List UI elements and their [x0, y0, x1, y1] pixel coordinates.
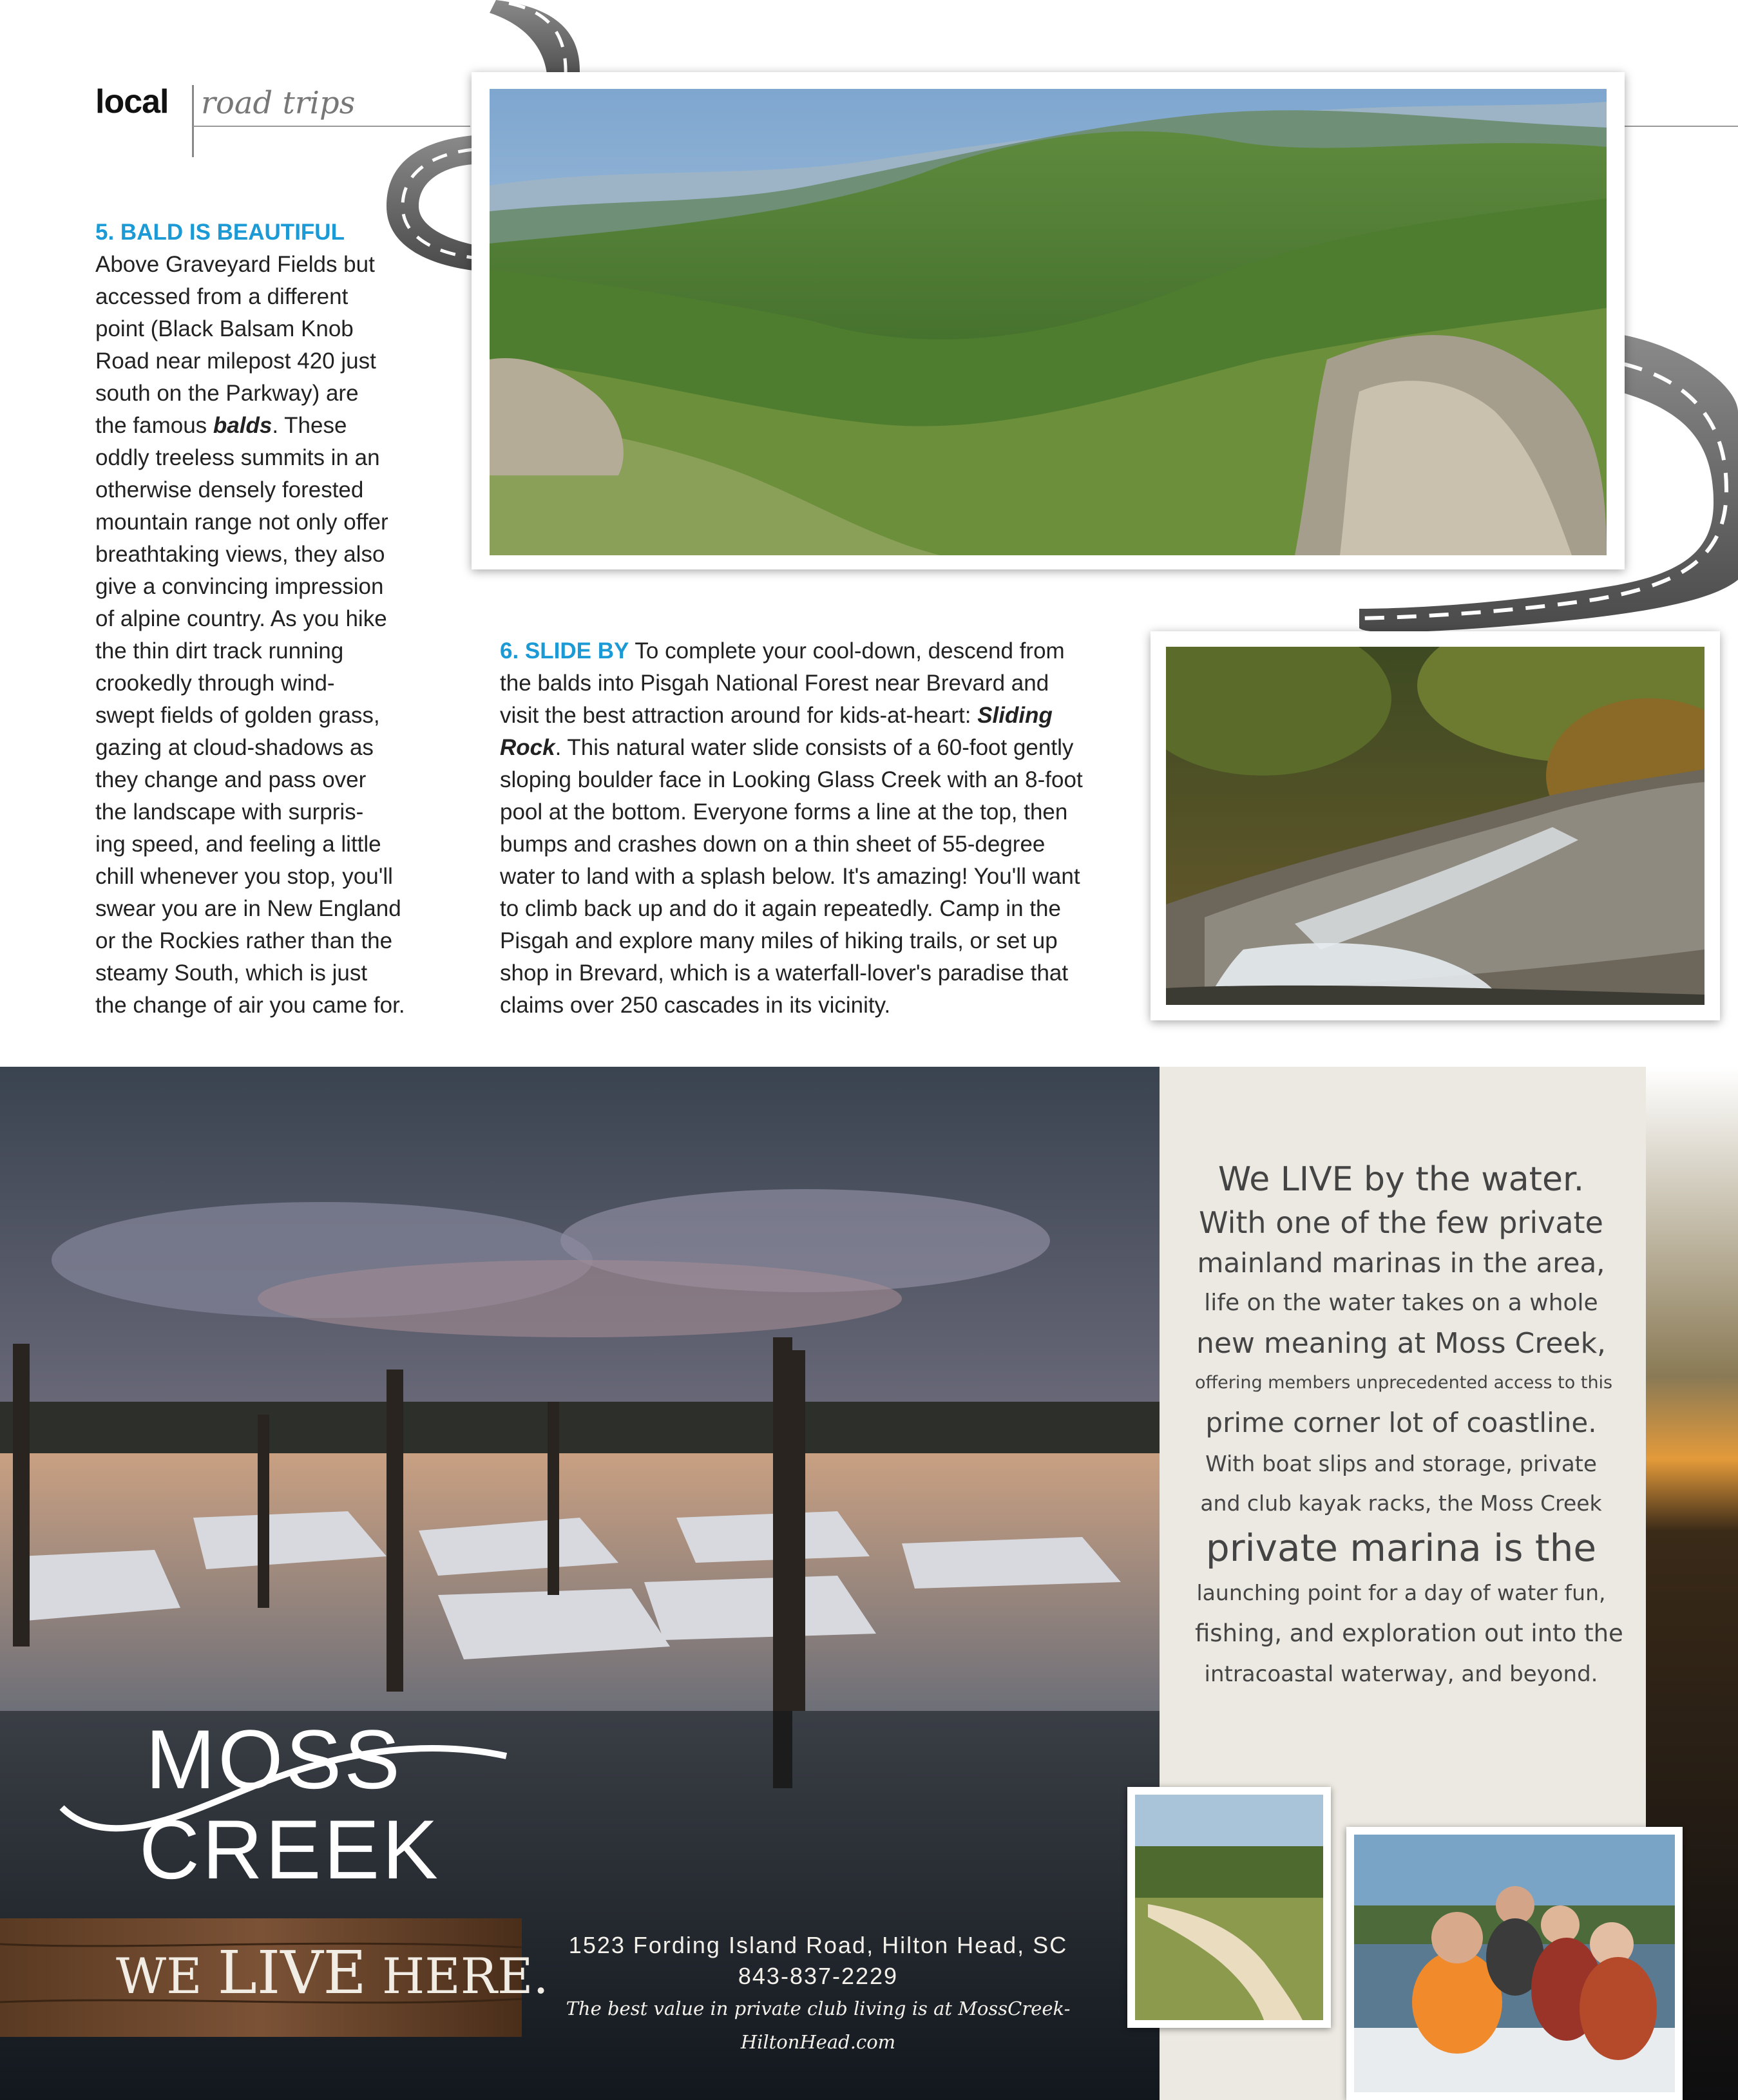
ad-body-copy [1195, 1157, 1623, 1694]
boardwalk-image [1135, 1795, 1323, 2020]
ad-copy-line-5: new meaning at Moss Creek, [1196, 1327, 1607, 1360]
ad-copy-line-3: mainland marinas in the area, [1197, 1247, 1605, 1279]
ad-copy-line-4: life on the water takes on a whole [1204, 1290, 1598, 1316]
slide-line-12: claims over 250 cascades in its vicinity. [500, 993, 891, 1018]
bald-line-8: otherwise densely forested [95, 477, 364, 502]
ad-copy-line-9: and club kayak racks, the Moss Creek [1200, 1491, 1602, 1516]
subsection-label: road trips [201, 85, 356, 121]
header-divider [192, 85, 194, 157]
logo-creek: CREEK [139, 1802, 441, 1896]
tagline-live: LIVE [217, 1938, 367, 2007]
ad-copy-line-11: launching point for a day of water fun, [1196, 1580, 1606, 1605]
bald-line-23: steamy South, which is just [95, 960, 368, 986]
tagline-here: HERE. [381, 1947, 549, 2005]
slide-line-10: Pisgah and explore many miles of hiking trails, or set up [500, 928, 1058, 953]
slide-line-2: the balds into Pisgah National Forest near Brevard and [500, 671, 1049, 696]
ad-copy-line-7: prime corner lot of coastline. [1205, 1407, 1597, 1438]
boat-people-image [1354, 1835, 1675, 2092]
slide-line-7: bumps and crashes down on a thin sheet of 55-degree [500, 832, 1046, 857]
slide-line-4 [500, 732, 1138, 764]
logo-moss: MOSS [146, 1712, 403, 1806]
slide-line-6: pool at the bottom. Everyone forms a line at the top, then [500, 799, 1068, 825]
header-rule [193, 126, 470, 127]
slide-line-8: water to land with a splash below. It's amazing! You'll want [500, 864, 1080, 889]
slide-line-3-start: visit the best attraction around for kids-at-heart: [500, 703, 978, 728]
bald-line-17: they change and pass over [95, 767, 367, 792]
tagline-text [116, 1938, 549, 2007]
bald-line-11: give a convincing impression [95, 574, 384, 599]
ad-copy-line-13: intracoastal waterway, and beyond. [1204, 1661, 1598, 1687]
bald-line-24: the change of air you came for. [95, 993, 405, 1018]
bald-line-22: or the Rockies rather than the [95, 928, 393, 953]
bald-line-3: point (Black Balsam Knob [95, 316, 354, 341]
slide-line-1 [500, 635, 1138, 667]
ad-url-line: The best value in private club living is at MossCreek-HiltonHead.com [566, 1998, 1071, 2053]
sliding-emphasis: Sliding [977, 703, 1053, 728]
bald-line-6 [95, 410, 430, 442]
ad-copy-line-2: With one of the few private [1199, 1205, 1603, 1240]
tagline-plank [0, 1918, 549, 2037]
ad-copy-line-10: private marina is the [1205, 1526, 1597, 1570]
slide-line-3 [500, 700, 1138, 732]
bald-line-1: Above Graveyard Fields but [95, 252, 375, 277]
ad-address: 1523 Fording Island Road, Hilton Head, SC [568, 1932, 1068, 1958]
bald-line-14: crookedly through wind- [95, 671, 335, 696]
bald-line-19: ing speed, and feeling a little [95, 832, 381, 857]
bald-line-6-start: the famous [95, 413, 213, 438]
tagline-we: WE [116, 1947, 202, 2005]
slide-heading: 6. SLIDE BY [500, 638, 629, 663]
bald-line-20: chill whenever you stop, you'll [95, 864, 393, 889]
bald-line-15: swept fields of golden grass, [95, 703, 380, 728]
slide-line-5: sloping boulder face in Looking Glass Creek with an 8-foot [500, 767, 1083, 792]
ad-copy-line-12: fishing, and exploration out into the [1195, 1619, 1623, 1647]
slide-line-11: shop in Brevard, which is a waterfall-lover's paradise that [500, 960, 1069, 986]
slide-by-section [500, 635, 1138, 1022]
bald-line-16: gazing at cloud-shadows as [95, 735, 374, 760]
ad-copy-line-6: offering members unprecedented access to this [1195, 1373, 1613, 1393]
bald-line-2: accessed from a different [95, 284, 349, 309]
ad-phone: 843-837-2229 [738, 1963, 899, 1989]
bald-line-5: south on the Parkway) are [95, 381, 359, 406]
bald-line-18: the landscape with surpris- [95, 799, 364, 825]
boardwalk-thumbnail [1127, 1787, 1331, 2028]
bald-heading: 5. BALD IS BEAUTIFUL [95, 220, 345, 245]
bald-line-6-end: . These [272, 413, 347, 438]
ad-copy-line-8: With boat slips and storage, private [1205, 1451, 1597, 1477]
bald-is-beautiful-section [95, 216, 430, 1022]
bald-line-10: breathtaking views, they also [95, 542, 385, 567]
slide-line-9: to climb back up and do it again repeatedly. Camp in the [500, 896, 1061, 921]
bald-line-13: the thin dirt track running [95, 638, 344, 663]
slide-line-1-rest: To complete your cool-down, descend from [629, 638, 1065, 663]
bald-line-9: mountain range not only offer [95, 510, 388, 535]
bald-line-12: of alpine country. As you hike [95, 606, 387, 631]
ad-copy-line-1: We LIVE by the water. [1218, 1160, 1585, 1199]
bald-line-4: Road near milepost 420 just [95, 348, 376, 374]
moss-creek-advertisement [0, 1067, 1738, 2100]
bald-line-21: swear you are in New England [95, 896, 401, 921]
balds-panorama-photo [472, 72, 1625, 569]
slide-line-4-end: . This natural water slide consists of a 60-foot gently [555, 735, 1074, 760]
bald-line-7: oddly treeless summits in an [95, 445, 380, 470]
section-label: local [95, 83, 169, 120]
mountain-landscape-image [490, 89, 1607, 555]
header-rule-right [1623, 126, 1738, 127]
moss-creek-logo [55, 1711, 532, 1904]
ad-contact-block [535, 1930, 1102, 2059]
waterfall-image [1166, 647, 1705, 1005]
balds-emphasis: balds [213, 413, 272, 438]
rock-emphasis: Rock [500, 735, 555, 760]
boat-party-thumbnail [1346, 1827, 1683, 2100]
sliding-rock-photo [1151, 631, 1720, 1020]
